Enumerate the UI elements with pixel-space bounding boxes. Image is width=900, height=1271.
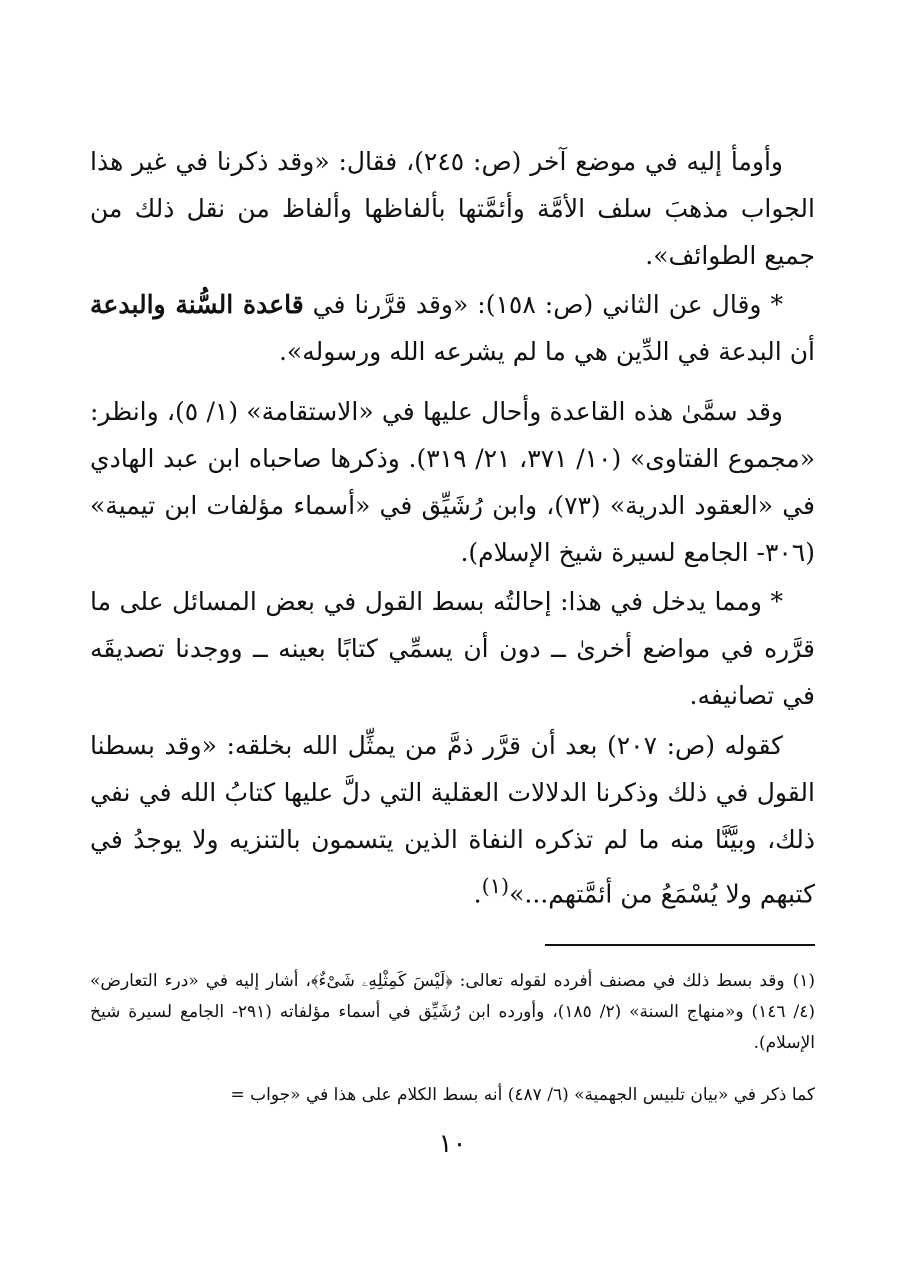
paragraph-1: وأومأ إليه في موضع آخر (ص: ٢٤٥)، فقال: «وقد ذكرنا في غير هذا الجواب مذهبَ سلف الأمَّة وأئمَّتها بألفاظها وألفاظ من نقل ذلك من جميع الطوائف». — [90, 147, 815, 270]
book-title-bold: قاعدة السُّنة والبدعة — [90, 290, 304, 319]
footnote-reference[interactable]: (١) — [481, 874, 510, 898]
footnote-1-number: (١) — [792, 971, 815, 991]
paragraph-5-end: . — [473, 879, 482, 909]
paragraph-5-text: كقوله (ص: ٢٠٧) بعد أن قرَّر ذمَّ من يمثِّل الله بخلقه: «وقد بسطنا القول في ذلك وذكرنا الدلالات العقلية التي دلَّ عليها كتابُ الله في نفي ذلك، وبيَّنَّا منه ما لم تذكره النفاة الذين يتسمون بالتنزيه ولا يوجدُ في كتبهم ولا يُسْمَعُ من أئمَّتهم...» — [90, 731, 815, 909]
paragraph-2 — [90, 281, 815, 375]
paragraph-5 — [90, 722, 815, 917]
paragraph-2-start: * وقال عن الثاني (ص: ١٥٨): «وقد قرَّرنا في — [303, 290, 783, 319]
paragraph-4: * ومما يدخل في هذا: إحالتُه بسط القول في بعض المسائل على ما قرَّره في مواضع أخرىٰ ــ دون أن يسمِّي كتابًا بعينه ــ ووجدنا تصديقَه في تصانيفه. — [90, 587, 815, 710]
footnote-1 — [90, 966, 815, 1059]
footnote-divider — [545, 944, 815, 946]
footnote-continuation: كما ذكر في «بيان تلبيس الجهمية» (٦/ ٤٨٧) أنه بسط الكلام على هذا في «جواب = — [230, 1085, 815, 1105]
paragraph-2-end: أن البدعة في الدِّين هي ما لم يشرعه الله ورسوله». — [278, 337, 815, 366]
footnote-1-text: وقد بسط ذلك في مصنف أفرده لقوله تعالى: ﴿لَيْسَ كَمِثْلِهِۦ شَىْءٌ﴾، أشار إليه في «درء التعارض» (٤/ ١٤٦) و«منهاج السنة» (٢/ ١٨٥)، وأورده ابن رُشَيِّق في أسماء مؤلفاته (٢٩١- الجامع لسيرة شيخ الإسلام). — [90, 971, 815, 1053]
paragraph-3: وقد سمَّىٰ هذه القاعدة وأحال عليها في «الاستقامة» (١/ ٥)، وانظر: «مجموع الفتاوى» (١٠/ ٣٧١، ٢١/ ٣١٩). وذكرها صاحباه ابن عبد الهادي في «العقود الدرية» (٧٣)، وابن رُشَيِّق في «أسماء مؤلفات ابن تيمية» (٣٠٦- الجامع لسيرة شيخ الإسلام). — [90, 397, 815, 567]
page-number: ١٠ — [438, 1129, 467, 1159]
page-body — [90, 0, 815, 1271]
